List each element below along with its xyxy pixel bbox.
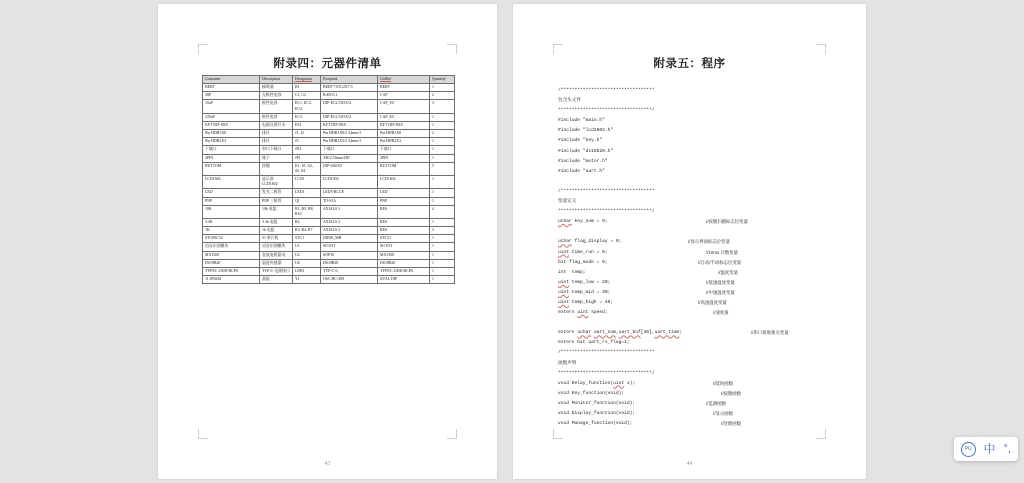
ime-language-toggle[interactable]: 中 [983,442,996,456]
table-cell: XH/2.54mm/180 [321,154,378,162]
table-cell: R1, R5, R8, R10 [293,205,321,218]
code-text: **********************************/ [558,370,655,376]
crop-mark-bottom-left [553,429,563,439]
table-header-row [203,76,455,84]
code-line [558,227,830,237]
code-line [558,328,830,338]
table-cell: 1 [430,235,455,243]
table-body [203,84,455,284]
code-comment: //串口接收相关变量 [751,330,789,336]
table-cell: RAD-0.1 [321,92,378,100]
table-cell: 1 [430,154,455,162]
table-row [203,154,455,162]
code-comment: //延时函数 [713,380,734,386]
table-cell: 1 [430,176,455,189]
code-comment: //显示界面标志位变量 [688,239,730,245]
table-cell: LED [378,189,430,197]
table-cell: 1 [430,113,455,121]
table-row [203,138,455,146]
table-cell: 220uF [203,113,260,121]
table-column-header: Quantity [430,76,455,84]
table-cell: 2PIN [203,154,260,162]
table-cell: USB1 [293,267,321,275]
code-text: uint temp_low = 20; [558,279,611,285]
table-cell: LED [203,189,260,197]
table-row [203,276,455,284]
code-text: uint temp_mid = 30; [558,289,611,295]
table-cell: 1 [430,259,455,267]
code-comment: //中速温度变量 [706,289,735,295]
table-row [203,100,455,113]
table-cell: 1K [203,227,260,235]
code-text [558,229,561,234]
code-line [558,197,830,207]
code-text: #include "lcd1602.h" [558,128,614,134]
table-cell: BEEP [378,84,430,92]
table-row [203,84,455,92]
table-cell: 排针 [260,130,293,138]
table-column-header: Designator [293,76,321,84]
table-row [203,259,455,267]
table-cell: ES1 [293,121,321,129]
table-cell: EC3 [293,113,321,121]
table-cell: LCD1 [293,176,321,189]
code-text: extern uint speed; [558,310,608,316]
table-cell: Pin HDR1X8 [378,130,430,138]
table-cell: 直流电机驱动 [260,251,293,259]
code-comment: //自动/手动标志位变量 [698,259,742,265]
table-cell: TYP-C-6 [321,267,378,275]
code-text: #include "uart.h" [558,168,605,174]
table-row [203,121,455,129]
code-line [558,268,830,278]
code-text: uchar key_num = 0; [558,219,608,225]
code-text: uint temp_high = 40; [558,299,614,305]
code-line [558,389,830,399]
code-comment: //按键函数 [721,390,742,396]
table-cell: 30P [203,92,260,100]
table-column-header: Description [260,76,293,84]
table-cell: U6 [293,259,321,267]
table-cell: OSC HC-49S [321,276,378,284]
code-line [558,237,830,247]
table-cell: PNP [203,197,260,205]
code-text: extern uchar uart_num,uart_buf[30],uart_time; [558,330,683,336]
table-cell: JD1 [293,146,321,154]
table-cell: AXIAL0.3 [321,227,378,235]
code-text: #include "ds18b20.h" [558,148,614,154]
code-text: uint time_run = 0; [558,249,608,255]
table-cell: 2 [430,130,455,138]
table-cell: TYPEC-250D-BCP6 [378,267,430,275]
document-page-left[interactable] [158,4,497,479]
code-text: #include "key.h" [558,138,603,144]
table-cell: 3.3K [203,218,260,226]
table-cell: 极性电容 [260,100,293,113]
table-row [203,176,455,189]
code-text: uchar flag_display = 0; [558,239,622,245]
table-row [203,251,455,259]
table-cell: DIP-6X6X5 [321,162,378,175]
table-cell: STC1 [293,235,321,243]
code-text: void Manage_function(void); [558,421,633,427]
crop-mark-top-right [447,44,457,54]
table-cell: 蜂鸣器 [260,84,293,92]
bill-of-materials-table [202,75,455,284]
code-line [558,157,830,167]
code-line [558,308,830,318]
table-cell: 极性电容 [260,113,293,121]
table-row [203,146,455,154]
code-text: void Key_function(void); [558,390,625,396]
table-cell: STC51 [378,235,430,243]
table-cell: MX1508 [203,251,260,259]
table-cell: 语音识别模块 [203,243,260,251]
crop-mark-bottom-left [198,429,208,439]
table-cell: 晶振 [260,276,293,284]
table-cell: Y1 [293,276,321,284]
table-cell: KFT DIP-8X8 [321,121,378,129]
code-text: int temp; [558,269,586,275]
document-page-right[interactable] [513,4,866,479]
page-number-right: 44 [686,461,693,467]
table-cell: 发光二极管 [260,189,293,197]
table-cell: CAP_EC [378,100,430,113]
code-comment: //显示函数 [713,411,734,416]
table-cell: PNP [378,197,430,205]
table-cell: Pin HDR1X8 [203,130,260,138]
code-line [558,338,830,348]
page-title-left: 附录四：元器件清单 [273,58,382,70]
table-cell: Pin HDR1X8/2.54mm-5 [321,130,378,138]
code-text: void Display_function(void); [558,411,636,416]
table-cell: 无极性电容 [260,92,293,100]
table-cell: BUTTOM [203,162,260,175]
table-cell: 10k 电阻 [260,205,293,218]
table-cell: 1k 电阻 [260,227,293,235]
table-cell: RES [378,227,430,235]
code-line [558,207,830,217]
table-cell: 排针 [260,138,293,146]
table-cell: 座子 [260,154,293,162]
code-line [558,217,830,227]
table-row [203,92,455,100]
code-text [558,320,561,325]
table-cell: SU-03T [378,243,430,251]
code-line [558,116,830,126]
code-comment: //低速温度变量 [706,279,735,285]
table-cell: BEEP [203,84,260,92]
table-cell: R2 [293,218,321,226]
table-header [203,76,455,84]
code-comment: //温度变量 [718,269,739,275]
table-cell: 11.0592M [203,276,260,284]
code-line [558,419,830,429]
bill-of-materials-table-wrapper [202,75,454,284]
code-text: bit flag_mode = 0; [558,259,608,265]
table-cell: DS18B20 [378,259,430,267]
code-line [558,187,830,197]
crop-mark-top-left [553,44,563,54]
table-cell: AXIAL0.3 [321,205,378,218]
ime-floating-toolbar[interactable] [954,437,1018,461]
table-cell: Pin HDR2X3/2.54mm-5 [321,138,378,146]
code-line [558,248,830,258]
code-comment: //按键扫描标志位变量 [706,219,748,225]
table-cell: JP1 [293,154,321,162]
code-line [558,379,830,389]
table-cell: C1, C2 [293,92,321,100]
table-row [203,205,455,218]
table-column-header: LibRef [378,76,430,84]
table-cell: U2 [293,251,321,259]
table-cell: RES [378,205,430,218]
code-line [558,409,830,419]
table-cell: AXIAL0.3 [321,218,378,226]
code-line [558,359,830,369]
table-cell: 3.3k 电阻 [260,218,293,226]
code-line [558,258,830,268]
crop-mark-bottom-right [447,429,457,439]
table-cell: 下载口 [203,146,260,154]
ime-logo-icon[interactable]: PU [961,442,976,457]
table-cell: 1 [430,251,455,259]
code-comment: //速度值 [713,310,729,316]
table-cell: B1 [293,84,321,92]
crop-mark-top-right [816,44,826,54]
table-cell: RES [378,218,430,226]
table-row [203,267,455,275]
table-cell: 51 单片机 [260,235,293,243]
table-cell: 5 [430,162,455,175]
table-cell: SU-03T [321,243,378,251]
table-cell: 电源自锁开关 [260,121,293,129]
table-cell: LCD1602 [203,176,260,189]
table-row [203,243,455,251]
table-row [203,189,455,197]
table-column-header: Comment [203,76,260,84]
code-text: void Monitor_function(void); [558,400,636,406]
table-cell: BUTTOM [378,162,430,175]
table-cell: EC1, EC2, EC4 [293,100,321,113]
table-cell: R3, R4, R7 [293,227,321,235]
code-line [558,318,830,328]
code-comment: //高速温度变量 [698,299,727,305]
table-cell: KFT DIP-8X8 [378,121,430,129]
table-column-header: Footprint [321,76,378,84]
code-text [558,179,561,184]
code-text: /********************************** [558,188,655,194]
source-code-listing [558,86,830,429]
table-cell: Pin HDR2X3 [203,138,260,146]
table-cell: 按键 [260,162,293,175]
table-cell: DS18B20 [321,259,378,267]
table-cell: CAP [378,92,430,100]
page-title-right: 附录五：程序 [653,58,726,70]
table-cell: 1 [430,218,455,226]
page-number-left: 43 [324,461,331,467]
table-cell: PNP 三极管 [260,197,293,205]
table-cell: LED1 [293,189,321,197]
table-cell: U1 [293,243,321,251]
code-line [558,399,830,409]
crop-mark-bottom-right [816,429,826,439]
table-cell: DIP-EC2.5X5X11 [321,113,378,121]
ime-punctuation-toggle[interactable]: °, [1003,442,1011,455]
table-row [203,162,455,175]
code-text: 变量定义 [558,199,577,205]
code-line [558,126,830,136]
code-text: extern bit uart_rx_flag=1; [558,340,630,346]
table-cell: 10uF [203,100,260,113]
code-line [558,278,830,288]
code-text: 包含头文件 [558,98,581,104]
table-cell: SOP16 [321,251,378,259]
table-cell: LCD1602 [321,176,378,189]
table-cell: 3 [430,100,455,113]
code-line [558,288,830,298]
table-cell: BEEP 7.6X12X7.5 [321,84,378,92]
code-comment: //监测函数 [706,400,727,406]
code-line [558,298,830,308]
table-cell: 温度传感器 [260,259,293,267]
code-comment: //10ms 计数变量 [706,249,738,255]
crop-mark-top-left [198,44,208,54]
table-row [203,130,455,138]
table-row [203,227,455,235]
table-cell: 1 [430,146,455,154]
code-line [558,369,830,379]
table-row [203,218,455,226]
table-cell: 下载口 [378,146,430,154]
table-cell: DS18B20 [203,259,260,267]
table-cell: 1 [430,243,455,251]
code-text: /********************************** [558,88,655,93]
code-line [558,167,830,177]
code-line [558,177,830,187]
table-cell: TYPEC-250D-BCP6 [203,267,260,275]
code-text: **********************************/ [558,209,655,215]
table-cell: 1 [430,276,455,284]
code-text: **********************************/ [558,108,655,114]
table-cell: CAP_EC [378,113,430,121]
code-text: void Delay_function(uint x); [558,380,636,386]
code-line [558,106,830,116]
table-row [203,197,455,205]
table-cell: 1 [430,267,455,275]
table-cell: 2PIN [378,154,430,162]
code-line [558,86,830,96]
table-cell: J3 [293,138,321,146]
table-cell: 串口下载口 [260,146,293,154]
table-cell: XTAL DIP [378,276,430,284]
code-text: 函数声明 [558,360,577,366]
table-cell: 1 [430,197,455,205]
table-cell: 1 [430,138,455,146]
table-cell: 10K [203,205,260,218]
code-text: /********************************** [558,350,655,356]
table-row [203,235,455,243]
table-cell: 显示屏 LCD1602 [260,176,293,189]
table-cell: Q1 [293,197,321,205]
table-cell: TO-92A [321,197,378,205]
table-cell: DIP-EC2.5X5X11 [321,100,378,113]
table-cell: 1 [430,84,455,92]
table-cell: J1, J2 [293,130,321,138]
table-cell: LCD1602 [378,176,430,189]
table-cell: Pin HDR2X3 [378,138,430,146]
code-line [558,147,830,157]
table-row [203,113,455,121]
table-cell: LED5-BLUE [321,189,378,197]
table-cell: 3 [430,227,455,235]
table-cell: 下载口 [321,146,378,154]
table-cell: K1, S1, S2, S3, S4 [293,162,321,175]
table-cell: 语音识别模块 [260,243,293,251]
table-cell: MX1508 [378,251,430,259]
table-cell: 2 [430,92,455,100]
code-line [558,348,830,358]
table-cell: 1 [430,121,455,129]
table-cell: DIP40_MH [321,235,378,243]
table-cell: KFT DIP-8X8 [203,121,260,129]
table-cell: STC89C52 [203,235,260,243]
table-cell: TYP-C 电源接口 [260,267,293,275]
code-line [558,136,830,146]
table-cell: 4 [430,205,455,218]
code-text: #include "main.h" [558,118,605,124]
code-text: #include "motor.h" [558,158,608,164]
code-line [558,96,830,106]
code-comment: //处理函数 [721,421,742,427]
table-cell: 1 [430,189,455,197]
